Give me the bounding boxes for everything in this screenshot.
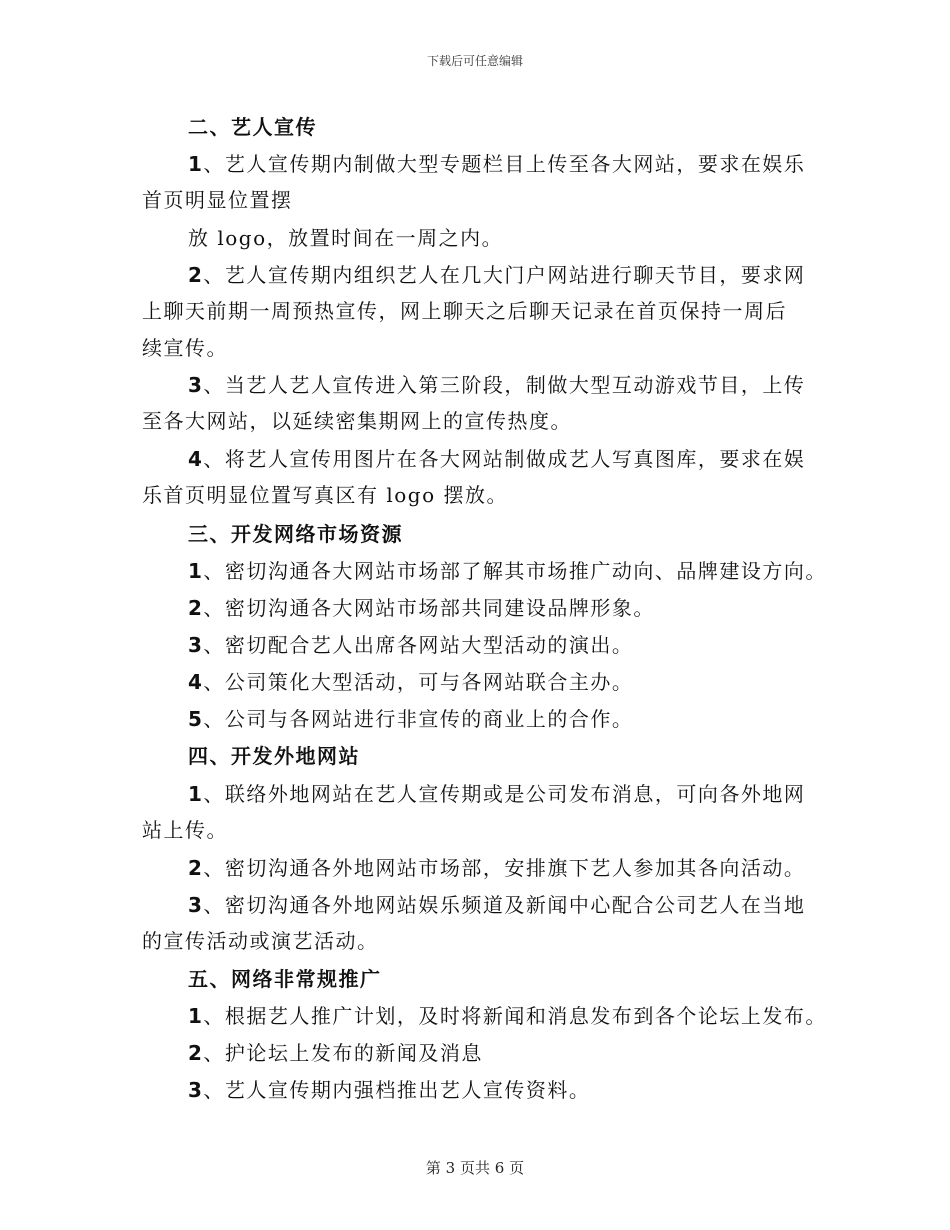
paragraph-line: 放 logo，放置时间在一周之内。	[188, 226, 504, 250]
paragraph-line: 1、密切沟通各大网站市场部了解其市场推广动向、品牌建设方向。	[188, 559, 827, 583]
paragraph-line: 1、根据艺人推广计划，及时将新闻和消息发布到各个论坛上发布。	[188, 1004, 827, 1028]
paragraph-line: 3、密切配合艺人出席各网站大型活动的演出。	[188, 633, 634, 657]
paragraph-line: 2、艺人宣传期内组织艺人在几大门户网站进行聊天节目，要求网	[188, 263, 806, 287]
page-header: 下载后可任意编辑	[426, 54, 523, 68]
paragraph-line: 续宣传。	[142, 336, 228, 360]
paragraph-line: 首页明显位置摆	[142, 188, 293, 212]
paragraph-line: 3、密切沟通各外地网站娱乐频道及新闻中心配合公司艺人在当地	[188, 893, 806, 917]
paragraph-line: 的宣传活动或演艺活动。	[142, 929, 379, 953]
paragraph-line: 乐首页明显位置写真区有 logo 摆放。	[142, 483, 508, 507]
page-footer: 第 3 页共 6 页	[425, 1159, 525, 1177]
paragraph-line: 上聊天前期一周预热宣传，网上聊天之后聊天记录在首页保持一周后	[142, 299, 787, 323]
paragraph-line: 2、护论坛上发布的新闻及消息	[188, 1041, 483, 1065]
paragraph-line: 4、公司策化大型活动，可与各网站联合主办。	[188, 670, 634, 694]
section-heading: 四、开发外地网站	[188, 744, 360, 768]
paragraph-line: 1、艺人宣传期内制做大型专题栏目上传至各大网站，要求在娱乐	[188, 152, 806, 176]
paragraph-line: 1、联络外地网站在艺人宣传期或是公司发布消息，可向各外地网	[188, 782, 806, 806]
paragraph-line: 至各大网站，以延续密集期网上的宣传热度。	[142, 409, 572, 433]
paragraph-line: 5、公司与各网站进行非宣传的商业上的合作。	[188, 707, 634, 731]
paragraph-line: 站上传。	[142, 818, 228, 842]
section-heading: 三、开发网络市场资源	[188, 522, 403, 546]
paragraph-line: 4、将艺人宣传用图片在各大网站制做成艺人写真图库，要求在娱	[188, 447, 806, 471]
paragraph-line: 2、密切沟通各大网站市场部共同建设品牌形象。	[188, 596, 655, 620]
paragraph-line: 3、艺人宣传期内强档推出艺人宣传资料。	[188, 1078, 591, 1102]
section-heading: 五、网络非常规推广	[188, 967, 382, 991]
paragraph-line: 2、密切沟通各外地网站市场部，安排旗下艺人参加其各向活动。	[188, 856, 806, 880]
section-heading: 二、艺人宣传	[188, 115, 317, 139]
paragraph-line: 3、当艺人艺人宣传进入第三阶段，制做大型互动游戏节目，上传	[188, 373, 806, 397]
